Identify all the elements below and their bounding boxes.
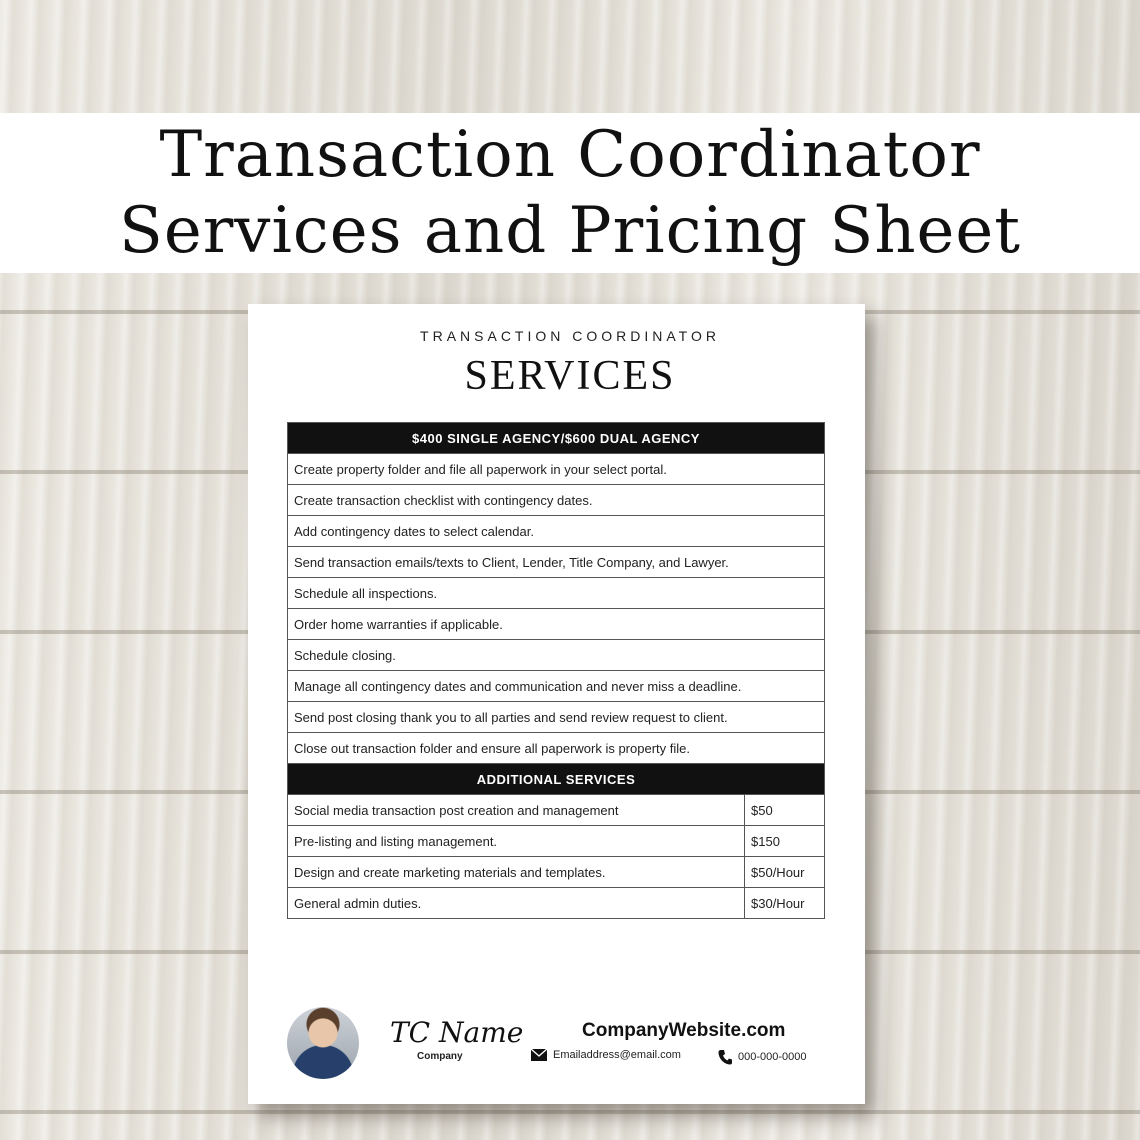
phone-icon	[718, 1049, 732, 1065]
email-contact	[531, 1049, 681, 1061]
email-address: Emailaddress@email.com	[553, 1049, 681, 1061]
table-row	[288, 609, 825, 640]
additional-price: $50	[745, 795, 825, 826]
additional-service: Pre-listing and listing management.	[288, 826, 745, 857]
table-row	[288, 578, 825, 609]
table-row	[288, 640, 825, 671]
additional-price: $30/Hour	[745, 888, 825, 919]
additional-service: General admin duties.	[288, 888, 745, 919]
table-row	[288, 826, 825, 857]
service-item: Send post closing thank you to all parties and send review request to client.	[288, 702, 825, 733]
service-item: Close out transaction folder and ensure all paperwork is property file.	[288, 733, 825, 764]
phone-contact	[718, 1049, 807, 1065]
table-row	[288, 857, 825, 888]
service-item: Send transaction emails/texts to Client, Lender, Title Company, and Lawyer.	[288, 547, 825, 578]
sheet-eyebrow: TRANSACTION COORDINATOR	[420, 328, 720, 344]
phone-number: 000-000-0000	[738, 1051, 807, 1063]
additional-service: Social media transaction post creation and management	[288, 795, 745, 826]
additional-price: $50/Hour	[745, 857, 825, 888]
service-item: Create property folder and file all paperwork in your select portal.	[288, 454, 825, 485]
avatar	[287, 1007, 359, 1079]
service-item: Order home warranties if applicable.	[288, 609, 825, 640]
service-item: Schedule all inspections.	[288, 578, 825, 609]
additional-header: ADDITIONAL SERVICES	[288, 764, 825, 795]
service-item: Create transaction checklist with contingency dates.	[288, 485, 825, 516]
signature: TC Name	[390, 1016, 524, 1049]
table-row	[288, 733, 825, 764]
additional-price: $150	[745, 826, 825, 857]
banner-title-line-1: Transaction Coordinator	[159, 118, 981, 192]
package-header-row	[288, 423, 825, 454]
envelope-icon	[531, 1049, 547, 1061]
table-row	[288, 671, 825, 702]
table-row	[288, 888, 825, 919]
table-row	[288, 547, 825, 578]
table-row	[288, 795, 825, 826]
additional-service: Design and create marketing materials and templates.	[288, 857, 745, 888]
table-row	[288, 485, 825, 516]
sheet-heading: SERVICES	[464, 353, 676, 399]
additional-header-row	[288, 764, 825, 795]
company-website: CompanyWebsite.com	[582, 1020, 786, 1041]
service-item: Schedule closing.	[288, 640, 825, 671]
services-table	[287, 422, 825, 919]
table-row	[288, 702, 825, 733]
table-row	[288, 516, 825, 547]
title-banner	[0, 113, 1140, 273]
banner-title-line-2: Services and Pricing Sheet	[118, 194, 1022, 268]
service-item: Manage all contingency dates and communication and never miss a deadline.	[288, 671, 825, 702]
package-header: $400 SINGLE AGENCY/$600 DUAL AGENCY	[288, 423, 825, 454]
signature-company: Company	[417, 1051, 463, 1062]
service-item: Add contingency dates to select calendar.	[288, 516, 825, 547]
table-row	[288, 454, 825, 485]
